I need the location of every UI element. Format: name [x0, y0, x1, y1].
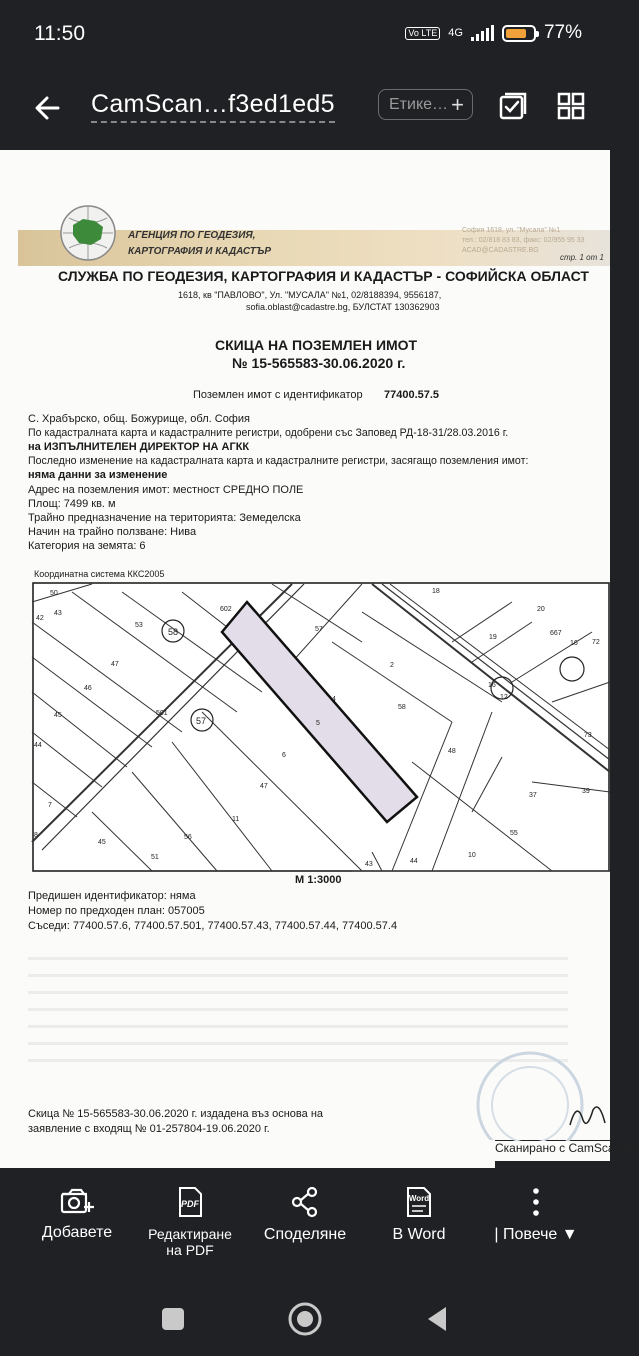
plus-icon: +	[451, 92, 464, 117]
more-button[interactable]	[486, 1186, 586, 1244]
recents-square-icon[interactable]	[160, 1306, 186, 1332]
map-parcel-label: 51	[151, 854, 159, 861]
agency-name-line2: КАРТОГРАФИЯ И КАДАСТЪР	[128, 246, 272, 257]
cadastral-line-2: на ИЗПЪЛНИТЕЛЕН ДИРЕКТОР НА АГКК	[28, 441, 250, 453]
more-label: | Повече ▼	[494, 1226, 578, 1243]
home-circle-icon[interactable]	[288, 1302, 322, 1336]
no-data-line: няма данни за изменение	[28, 469, 168, 481]
status-time: 11:50	[34, 22, 85, 45]
prev-plan-line: Номер по предходен план: 057005	[28, 905, 205, 917]
map-parcel-label: 18	[432, 588, 440, 595]
map-parcel-label: 57	[315, 626, 323, 633]
map-parcel-label: 7	[48, 802, 52, 809]
bottom-action-bar	[0, 1168, 610, 1268]
map-parcel-label: 5	[316, 720, 320, 727]
back-triangle-icon[interactable]	[424, 1304, 450, 1334]
map-parcel-label: 19	[489, 634, 497, 641]
neighbors-line: Съседи: 77400.57.6, 77400.57.501, 77400.57.43, 77400.57.44, 77400.57.4	[28, 920, 398, 932]
more-vertical-icon	[530, 1186, 542, 1218]
signature-icon	[565, 1095, 610, 1135]
map-parcel-label: 11	[232, 816, 240, 823]
pdf-icon	[174, 1186, 206, 1218]
grid-view-icon[interactable]	[555, 90, 587, 122]
map-parcel-label: 8	[34, 832, 38, 839]
map-parcel-label: 48	[448, 748, 456, 755]
last-change-line: Последно изменение на кадастралната карта и кадастралните регистри, засягащо поземления имот:	[28, 455, 529, 467]
service-address: 1618, кв "ПАВЛОВО", Ул. "МУСАЛА" №1, 02/8188394, 9556187,	[178, 290, 442, 300]
signal-icon	[471, 25, 494, 41]
map-parcel-label: 56	[184, 834, 192, 841]
agency-name-line1: АГЕНЦИЯ ПО ГЕОДЕЗИЯ,	[128, 230, 256, 241]
edit-pdf-button[interactable]	[140, 1186, 240, 1258]
map-parcel-label: 43	[54, 610, 62, 617]
purpose-line: Трайно предназначение на територията: Земеделска	[28, 512, 301, 524]
battery-icon	[502, 25, 536, 42]
map-parcel-label: 2	[390, 662, 394, 669]
sketch-title: СКИЦА НА ПОЗЕМЛЕН ИМОТ	[215, 337, 418, 353]
header-contact-2: тел.: 02/818 83 83, факс: 02/955 95 33	[462, 237, 585, 244]
add-button[interactable]	[38, 1186, 116, 1242]
map-parcel-label: 45	[98, 839, 106, 846]
footer-line-2: заявление с входящ № 01-257804-19.06.2020 г.	[28, 1123, 270, 1135]
document-bottom-margin	[0, 1140, 495, 1168]
map-parcel-label: 72	[592, 639, 600, 646]
scanned-by-watermark: Сканирано с CamScanner	[495, 1141, 610, 1161]
page-counter: стр. 1 от 1	[560, 253, 604, 262]
coord-system: Координатна система ККС2005	[34, 569, 165, 579]
edit-pdf-label-2: на PDF	[166, 1242, 214, 1258]
area-line: Площ: 7499 кв. м	[28, 498, 116, 510]
address-line: Адрес на поземления имот: местност СРЕДНО ПОЛЕ	[28, 484, 304, 496]
map-parcel-label: 45	[54, 712, 62, 719]
map-scale: М 1:3000	[295, 874, 342, 886]
footer-line-1: Скица № 15-565583-30.06.2020 г. издадена въз основа на	[28, 1108, 324, 1120]
map-parcel-label: 602	[220, 606, 232, 613]
add-camera-icon	[59, 1186, 95, 1216]
map-parcel-label: 50	[50, 590, 58, 597]
scanned-document[interactable]	[0, 150, 610, 1140]
location-line: С. Храбърско, общ. Божурище, обл. София	[28, 413, 250, 425]
share-label: Споделяне	[263, 1226, 347, 1243]
share-button[interactable]	[258, 1186, 352, 1244]
map-parcel-label: 44	[410, 858, 418, 865]
word-label: В Word	[392, 1226, 446, 1243]
edit-pdf-label-1: Редактиране	[148, 1226, 232, 1242]
app-toolbar	[0, 70, 610, 150]
add-tag-button[interactable]	[378, 89, 473, 120]
identifier-value: 77400.57.5	[384, 389, 440, 401]
map-parcel-label: 16	[570, 640, 578, 647]
word-icon-text: Word	[408, 1194, 430, 1203]
map-parcel-label: 667	[550, 630, 562, 637]
usage-line: Начин на трайно ползване: Нива	[28, 526, 197, 538]
map-parcel-label: 10	[468, 852, 476, 859]
select-checkbox-icon[interactable]	[497, 90, 529, 122]
map-parcel-label: 47	[260, 783, 268, 790]
cadastral-map	[32, 582, 610, 872]
tag-placeholder: Етике…	[389, 95, 449, 113]
back-arrow-icon[interactable]	[28, 88, 68, 128]
map-parcel-label: 12	[500, 694, 508, 701]
map-parcel-label: 37	[529, 792, 537, 799]
network-type: 4G	[448, 26, 463, 39]
cadastral-line-1: По кадастралната карта и кадастралните регистри, одобрени със Заповед РД-18-31/28.03.2016 г.	[28, 427, 509, 439]
service-title: СЛУЖБА ПО ГЕОДЕЗИЯ, КАРТОГРАФИЯ И КАДАСТЪР - СОФИЙСКА ОБЛАСТ	[58, 268, 589, 284]
map-parcel-label: 43	[365, 861, 373, 868]
volte-badge: Vo LTE	[405, 27, 440, 40]
map-parcel-label: 4	[332, 696, 336, 703]
pdf-icon-text: PDF	[181, 1199, 199, 1209]
service-email: sofia.oblast@cadastre.bg, БУЛСТАТ 130362903	[246, 302, 440, 312]
map-parcel-label: 53	[135, 622, 143, 629]
word-icon	[403, 1186, 435, 1218]
sketch-number: № 15-565583-30.06.2020 г.	[232, 355, 406, 371]
agency-logo-icon	[55, 203, 121, 263]
map-parcel-label: 73	[584, 732, 592, 739]
status-indicators	[405, 22, 582, 44]
category-line: Категория на земята: 6	[28, 540, 146, 552]
map-parcel-label: 46	[84, 685, 92, 692]
map-parcel-label: 39	[582, 788, 590, 795]
map-parcel-label: 501	[156, 710, 168, 717]
map-parcel-label: 55	[510, 830, 518, 837]
map-parcel-label: 57	[196, 716, 207, 726]
header-contact-1: София 1618, ул. "Мусала" №1	[462, 227, 561, 234]
map-parcel-label: 58	[168, 627, 179, 637]
map-parcel-label: 16	[488, 682, 496, 689]
to-word-button[interactable]	[380, 1186, 458, 1244]
add-label: Добавете	[41, 1224, 113, 1241]
identifier-label: Поземлен имот с идентификатор	[193, 389, 363, 401]
map-parcel-label: 58	[398, 704, 406, 711]
map-parcel-label: 42	[36, 615, 44, 622]
map-parcel-label: 6	[282, 752, 286, 759]
header-contact-3: ACAD@CADASTRE.BG	[462, 247, 539, 254]
prev-id-line: Предишен идентификатор: няма	[28, 890, 196, 902]
map-parcel-label: 20	[537, 606, 545, 613]
system-nav-bar	[0, 1268, 610, 1356]
map-parcel-label: 47	[111, 661, 119, 668]
map-parcel-label: 44	[34, 742, 42, 749]
battery-percent: 77%	[543, 22, 582, 43]
share-icon	[290, 1186, 320, 1218]
document-title[interactable]: CamScan…f3ed1ed5	[91, 90, 335, 123]
status-bar	[0, 0, 610, 70]
